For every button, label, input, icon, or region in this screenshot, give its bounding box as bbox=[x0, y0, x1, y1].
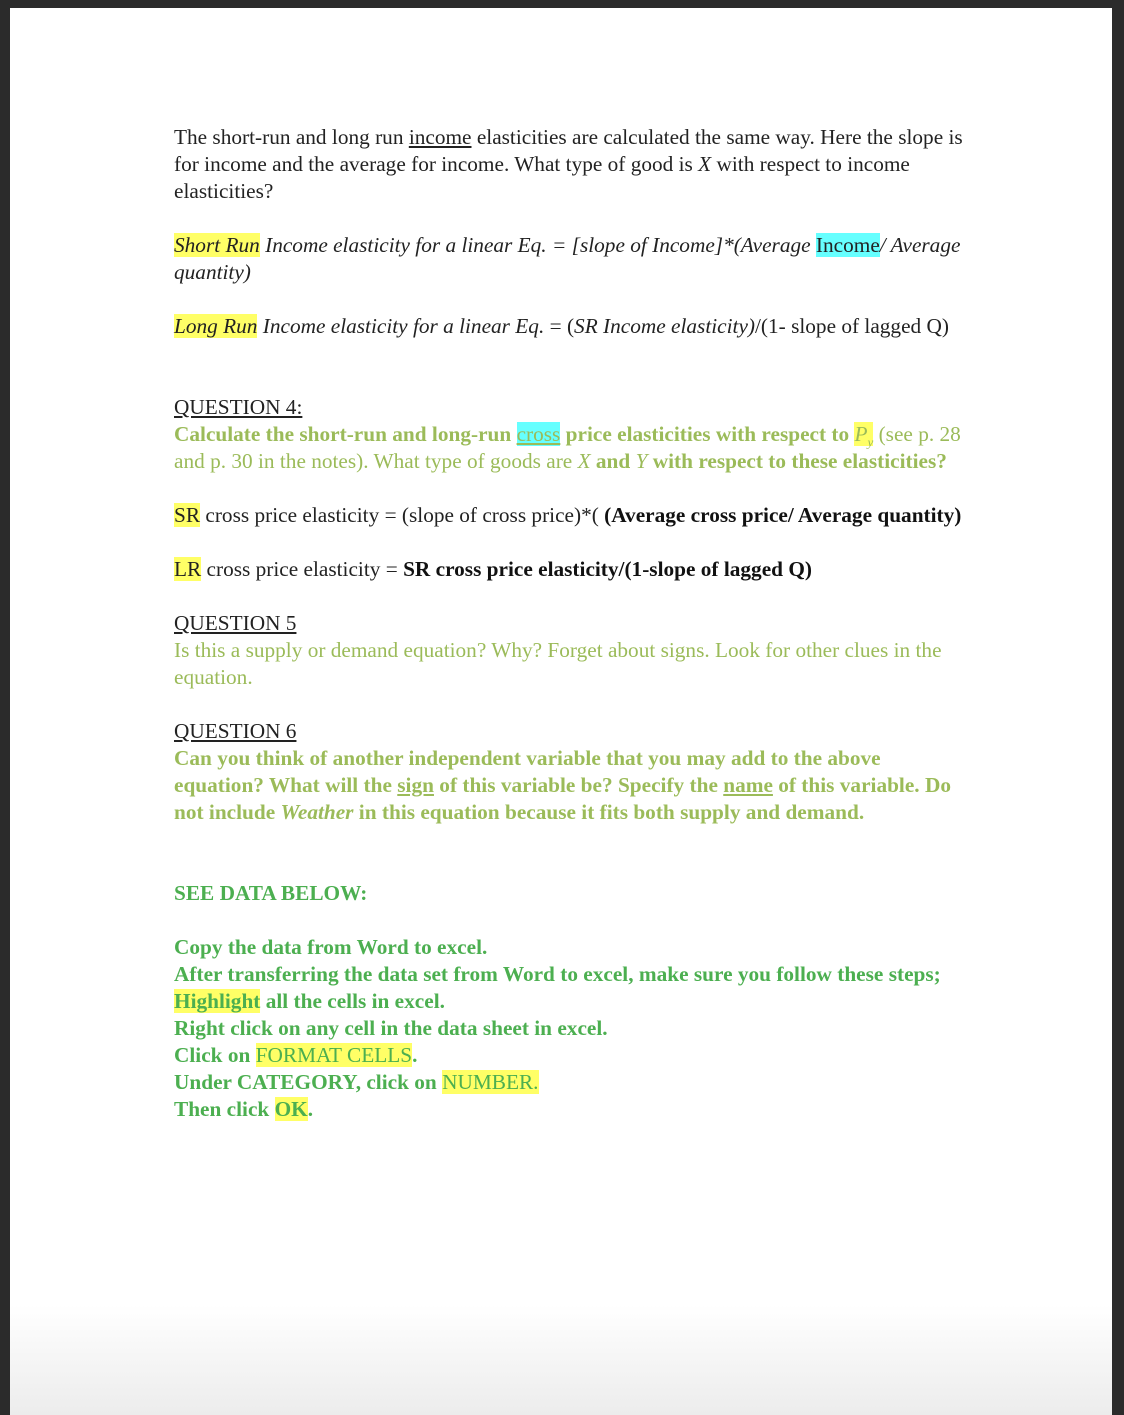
ok-highlight: OK bbox=[274, 1097, 308, 1121]
q4-py-highlight bbox=[854, 422, 874, 450]
instruction-category bbox=[174, 1069, 964, 1096]
q4-and: and bbox=[590, 449, 636, 473]
question-5-heading: QUESTION 5 bbox=[174, 611, 297, 635]
number-highlight: NUMBER. bbox=[442, 1070, 539, 1094]
question-4-text bbox=[174, 421, 964, 475]
format-cells-dot: . bbox=[412, 1043, 418, 1067]
q4-y-var: Y bbox=[635, 449, 648, 473]
lr-income-text-1: Income elasticity for a linear Eq. bbox=[257, 314, 545, 338]
question-5-text: Is this a supply or demand equation? Why? Forget about signs. Look for other clues in the equation. bbox=[174, 638, 942, 689]
q4-x-var: X bbox=[577, 449, 591, 473]
q6-text-2: of this variable be? Specify the bbox=[433, 773, 724, 797]
sr-income-label: Short Run bbox=[174, 233, 260, 257]
sr-income-highlight: Income bbox=[815, 233, 880, 257]
instruction-copy: Copy the data from Word to excel. bbox=[174, 935, 488, 959]
lr-cross-formula bbox=[174, 556, 964, 583]
sr-cross-formula bbox=[174, 502, 964, 529]
lr-income-label: Long Run bbox=[174, 314, 258, 338]
lr-cross-text-2: SR cross price elasticity/(1-slope of lagged Q) bbox=[403, 557, 812, 581]
instructions-block bbox=[174, 934, 964, 1123]
q6-text-3: of this variable. Do not include bbox=[174, 773, 951, 824]
instruction-right-click: Right click on any cell in the data sheet in excel. bbox=[174, 1016, 608, 1040]
q6-weather: Weather bbox=[280, 800, 354, 824]
instruction-highlight bbox=[174, 988, 964, 1015]
q4-cross-highlight: cross bbox=[516, 422, 561, 446]
page-bottom-fade bbox=[10, 1305, 1112, 1415]
q6-text-4: in this equation because it fits both supply and demand. bbox=[353, 800, 865, 824]
sr-cross-text-1: cross price elasticity = (slope of cross price)*( bbox=[200, 503, 605, 527]
under-category-text: Under CATEGORY, click on bbox=[174, 1070, 443, 1094]
q4-text-4: with respect to these elasticities? bbox=[647, 449, 947, 473]
question-4-heading: QUESTION 4: bbox=[174, 395, 303, 419]
q4-text-3: (see p. 28 and p. 30 in the notes). What type of goods are bbox=[174, 422, 961, 473]
intro-text-3: with respect to income elasticities? bbox=[174, 152, 910, 203]
q4-py: P bbox=[854, 422, 868, 446]
document-body bbox=[174, 124, 964, 1123]
intro-text-2: elasticities are calculated the same way. Here the slope is for income and the average for income. What type of good is bbox=[174, 125, 963, 176]
ok-dot: . bbox=[307, 1097, 314, 1121]
format-cells-highlight: FORMAT CELLS bbox=[255, 1043, 413, 1067]
lr-income-text-4: /(1- slope of lagged Q) bbox=[755, 314, 949, 338]
lr-income-text-3: SR Income elasticity) bbox=[574, 314, 755, 338]
highlight-rest: all the cells in excel. bbox=[260, 989, 445, 1013]
lr-income-formula bbox=[174, 313, 964, 340]
sr-cross-text-2: (Average cross price/ Average quantity) bbox=[604, 503, 962, 527]
see-data-heading: SEE DATA BELOW: bbox=[174, 881, 368, 905]
question-6-text bbox=[174, 745, 964, 826]
lr-cross-text-1: cross price elasticity = bbox=[201, 557, 404, 581]
then-click-text: Then click bbox=[174, 1097, 275, 1121]
document-page bbox=[10, 8, 1112, 1415]
instruction-format-cells bbox=[174, 1042, 964, 1069]
q6-sign: sign bbox=[397, 773, 434, 797]
intro-text-1: The short-run and long run bbox=[174, 125, 409, 149]
sr-cross-label: SR bbox=[174, 503, 201, 527]
income-underlined: income bbox=[408, 125, 472, 149]
q4-text-1: Calculate the short-run and long-run bbox=[174, 422, 517, 446]
intro-paragraph bbox=[174, 124, 964, 205]
q4-py-sub: y bbox=[867, 434, 874, 450]
intro-x-var: X bbox=[698, 152, 712, 176]
lr-income-text-2: = ( bbox=[544, 314, 575, 338]
highlight-word: Highlight bbox=[174, 989, 261, 1013]
question-6-heading: QUESTION 6 bbox=[174, 719, 297, 743]
q6-text-1: Can you think of another independent variable that you may add to the above equation? What will the bbox=[174, 746, 881, 797]
instruction-ok bbox=[174, 1096, 964, 1123]
click-on-text: Click on bbox=[174, 1043, 256, 1067]
lr-cross-label: LR bbox=[174, 557, 202, 581]
instruction-after: After transferring the data set from Word to excel, make sure you follow these steps; bbox=[174, 962, 941, 986]
sr-income-text-2: / Average quantity) bbox=[174, 233, 961, 284]
q6-name: name bbox=[723, 773, 773, 797]
q4-text-2: price elasticities with respect to bbox=[560, 422, 855, 446]
sr-income-text-1: Income elasticity for a linear Eq. = [slope of Income]*(Average bbox=[259, 233, 816, 257]
sr-income-formula bbox=[174, 232, 964, 286]
